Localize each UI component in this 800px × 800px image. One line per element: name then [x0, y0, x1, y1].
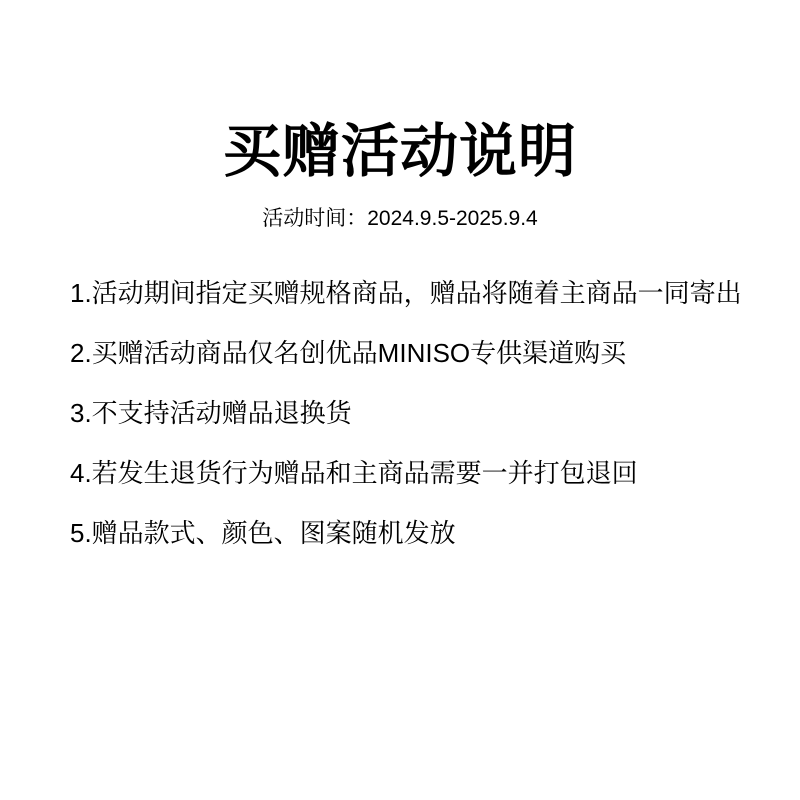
note-item: 2.买赠活动商品仅名创优品MINISO专供渠道购买	[70, 338, 627, 368]
note-item: 3.不支持活动赠品退换货	[70, 398, 352, 428]
note-item: 5.赠品款式、颜色、图案随机发放	[70, 518, 456, 548]
note-item: 1.活动期间指定买赠规格商品，赠品将随着主商品一同寄出	[70, 278, 742, 308]
activity-period: 活动时间：2024.9.5-2025.9.4	[262, 207, 538, 230]
notes-list	[0, 278, 800, 548]
page-title: 买赠活动说明	[222, 119, 577, 184]
note-item: 4.若发生退货行为赠品和主商品需要一并打包退回	[70, 458, 638, 488]
